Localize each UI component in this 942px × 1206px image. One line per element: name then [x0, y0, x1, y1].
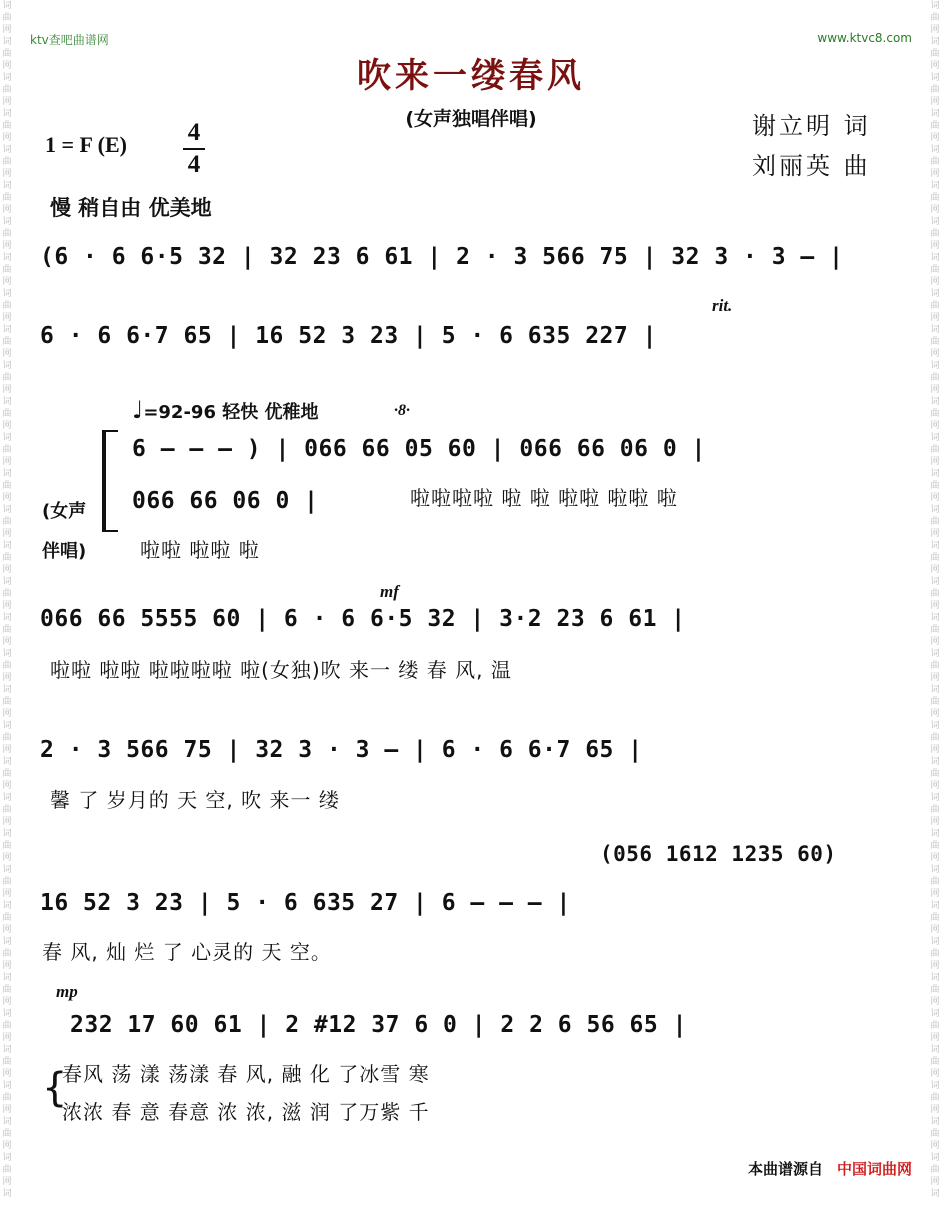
watermark-char: 网: [2, 529, 12, 539]
watermark-char: 词: [2, 397, 12, 407]
watermark-char: 词: [2, 217, 12, 227]
key-signature: 1 = F (E): [45, 132, 127, 157]
watermark-char: 网: [2, 853, 12, 863]
watermark-char: 词: [930, 253, 940, 263]
watermark-char: 曲: [930, 517, 940, 527]
song-subtitle: (女声独唱伴唱): [405, 108, 537, 130]
watermark-char: 词: [930, 361, 940, 371]
watermark-char: 曲: [2, 697, 12, 707]
watermark-char: 曲: [930, 1129, 940, 1139]
watermark-char: 曲: [930, 1165, 940, 1175]
watermark-char: 网: [2, 61, 12, 71]
voice-label-line-1: (女声: [42, 501, 87, 522]
watermark-char: 词: [930, 109, 940, 119]
watermark-char: 网: [930, 889, 940, 899]
watermark-char: 曲: [930, 661, 940, 671]
watermark-char: 曲: [930, 733, 940, 743]
watermark-char: 词: [930, 73, 940, 83]
watermark-char: 曲: [2, 877, 12, 887]
quarter-note-icon: ♩: [132, 396, 144, 424]
score-line-5: 2 · 3 566 75 | 32 3 · 3 – | 6 · 6 6·7 65 |: [40, 737, 643, 763]
watermark-char: 网: [930, 565, 940, 575]
watermark-char: 词: [930, 613, 940, 623]
lyrics-line-7-verse-1: 春风 荡 漾 荡漾 春 风, 融 化 了冰雪 寒: [62, 1062, 430, 1086]
watermark-char: 曲: [2, 769, 12, 779]
watermark-char: 曲: [2, 445, 12, 455]
watermark-char: 词: [2, 73, 12, 83]
watermark-char: 曲: [2, 1165, 12, 1175]
watermark-char: 词: [930, 1117, 940, 1127]
watermark-char: 词: [930, 145, 940, 155]
watermark-char: 网: [2, 277, 12, 287]
segno-mark: ·8·: [394, 402, 410, 419]
watermark-char: 网: [2, 961, 12, 971]
watermark-char: 网: [930, 601, 940, 611]
tempo-marking: 慢 稍自由 优美地: [50, 196, 212, 220]
watermark-char: 词: [2, 1189, 12, 1199]
watermark-char: 网: [930, 1105, 940, 1115]
voice-label: [42, 492, 86, 572]
watermark-char: 网: [930, 1033, 940, 1043]
watermark-char: 曲: [930, 769, 940, 779]
watermark-char: 网: [2, 493, 12, 503]
watermark-char: 词: [930, 181, 940, 191]
header-left-site[interactable]: ktv查吧曲谱网: [30, 33, 109, 47]
mp-dynamic: mp: [56, 982, 78, 1001]
watermark-char: 网: [930, 1141, 940, 1151]
watermark-char: 词: [930, 217, 940, 227]
lyrics-line-5: 馨 了 岁月的 天 空, 吹 来一 缕: [50, 788, 340, 812]
watermark-char: 曲: [930, 373, 940, 383]
watermark-char: 词: [2, 253, 12, 263]
watermark-char: 词: [2, 1, 12, 11]
watermark-char: 曲: [930, 1021, 940, 1031]
watermark-char: 词: [2, 685, 12, 695]
watermark-char: 曲: [2, 373, 12, 383]
watermark-char: 词: [2, 289, 12, 299]
watermark-char: 网: [930, 997, 940, 1007]
watermark-char: 词: [930, 1189, 940, 1199]
watermark-char: 曲: [2, 1057, 12, 1067]
watermark-char: 网: [2, 1141, 12, 1151]
watermark-char: 词: [930, 1153, 940, 1163]
watermark-char: 网: [930, 133, 940, 143]
watermark-char: 词: [930, 793, 940, 803]
watermark-char: 网: [930, 1069, 940, 1079]
watermark-char: 网: [2, 565, 12, 575]
header-right-site[interactable]: www.ktvc8.com: [817, 31, 912, 45]
watermark-char: 网: [930, 349, 940, 359]
score-line-2: 6 · 6 6·7 65 | 16 52 3 23 | 5 · 6 635 227 |: [40, 323, 657, 349]
watermark-char: 网: [930, 1177, 940, 1187]
watermark-char: 曲: [930, 265, 940, 275]
watermark-char: 词: [2, 649, 12, 659]
watermark-char: 曲: [2, 625, 12, 635]
watermark-char: 网: [2, 673, 12, 683]
watermark-char: 词: [2, 1081, 12, 1091]
watermark-char: 曲: [2, 121, 12, 131]
watermark-char: 词: [930, 577, 940, 587]
system-bracket: [102, 430, 118, 532]
watermark-char: 网: [930, 637, 940, 647]
watermark-char: 词: [2, 181, 12, 191]
watermark-char: 网: [930, 853, 940, 863]
watermark-char: 网: [2, 1033, 12, 1043]
watermark-char: 网: [2, 1177, 12, 1187]
watermark-char: 网: [2, 385, 12, 395]
watermark-char: 网: [930, 385, 940, 395]
watermark-char: 网: [2, 745, 12, 755]
verse-brace: {: [42, 1065, 68, 1111]
watermark-char: 词: [930, 757, 940, 767]
watermark-char: 曲: [930, 301, 940, 311]
time-signature-bottom: 4: [187, 151, 201, 178]
watermark-char: 曲: [930, 697, 940, 707]
watermark-char: 词: [930, 1081, 940, 1091]
footer-source-text: 本曲谱源自: [747, 1160, 823, 1178]
watermark-char: 曲: [930, 481, 940, 491]
watermark-char: 网: [2, 313, 12, 323]
watermark-char: 曲: [2, 733, 12, 743]
watermark-char: 网: [2, 781, 12, 791]
watermark-char: 网: [930, 925, 940, 935]
lyrics-line-7-verse-2: 浓浓 春 意 春意 浓 浓, 滋 润 了万紫 千: [62, 1100, 430, 1124]
watermark-char: 网: [930, 457, 940, 467]
watermark-char: 曲: [930, 337, 940, 347]
watermark-char: 词: [2, 793, 12, 803]
watermark-char: 网: [930, 961, 940, 971]
watermark-char: 网: [2, 601, 12, 611]
watermark-char: 网: [930, 709, 940, 719]
watermark-char: 词: [2, 1117, 12, 1127]
watermark-char: 曲: [2, 517, 12, 527]
watermark-char: 网: [930, 313, 940, 323]
watermark-char: 网: [930, 61, 940, 71]
watermark-char: 词: [930, 1045, 940, 1055]
watermark-char: 词: [2, 973, 12, 983]
watermark-char: 词: [2, 901, 12, 911]
score-line-6: 16 52 3 23 | 5 · 6 635 27 | 6 – – – |: [40, 890, 571, 916]
watermark-char: 网: [930, 745, 940, 755]
watermark-char: 词: [930, 37, 940, 47]
watermark-char: 词: [930, 685, 940, 695]
watermark-char: 曲: [930, 193, 940, 203]
watermark-char: 网: [2, 637, 12, 647]
watermark-char: 网: [2, 97, 12, 107]
watermark-char: 曲: [930, 1057, 940, 1067]
left-watermark-strip: [2, 0, 12, 1206]
accompaniment-figure: (056 1612 1235 60): [600, 842, 837, 866]
watermark-char: 词: [930, 649, 940, 659]
watermark-char: 曲: [2, 805, 12, 815]
watermark-char: 网: [2, 205, 12, 215]
watermark-char: 词: [930, 1009, 940, 1019]
watermark-char: 词: [930, 901, 940, 911]
score-line-3-upper: 6 – – – ) | 066 66 05 60 | 066 66 06 0 |: [132, 436, 706, 462]
lyrics-line-4: 啦啦 啦啦 啦啦啦啦 啦(女独)吹 来一 缕 春 风, 温: [50, 658, 512, 682]
watermark-char: 词: [930, 325, 940, 335]
watermark-char: 曲: [2, 229, 12, 239]
time-signature-top: 4: [187, 119, 201, 146]
watermark-char: 曲: [2, 1021, 12, 1031]
watermark-char: 网: [2, 457, 12, 467]
watermark-char: 曲: [930, 949, 940, 959]
watermark-char: 词: [930, 505, 940, 515]
watermark-char: 词: [930, 541, 940, 551]
watermark-char: 词: [930, 829, 940, 839]
watermark-char: 网: [2, 349, 12, 359]
watermark-char: 曲: [930, 877, 940, 887]
watermark-char: 词: [2, 937, 12, 947]
watermark-char: 词: [930, 721, 940, 731]
watermark-char: 曲: [2, 1129, 12, 1139]
tempo-change: [132, 396, 319, 424]
watermark-char: 词: [2, 361, 12, 371]
watermark-char: 曲: [930, 625, 940, 635]
watermark-char: 曲: [2, 157, 12, 167]
watermark-char: 词: [930, 469, 940, 479]
footer-site-link[interactable]: 中国词曲网: [836, 1160, 912, 1178]
watermark-char: 词: [2, 37, 12, 47]
watermark-char: 曲: [2, 1093, 12, 1103]
watermark-char: 曲: [930, 841, 940, 851]
watermark-char: 网: [2, 1069, 12, 1079]
watermark-char: 词: [2, 613, 12, 623]
watermark-char: 曲: [930, 553, 940, 563]
watermark-char: 网: [930, 97, 940, 107]
lyrics-line-3-lower: 啦啦 啦啦 啦: [140, 538, 260, 562]
watermark-char: 曲: [930, 229, 940, 239]
watermark-char: 曲: [2, 589, 12, 599]
watermark-char: 词: [2, 469, 12, 479]
watermark-char: 词: [2, 433, 12, 443]
watermark-char: 网: [930, 673, 940, 683]
watermark-char: 曲: [2, 985, 12, 995]
watermark-char: 词: [2, 325, 12, 335]
watermark-char: 曲: [2, 553, 12, 563]
watermark-char: 网: [930, 781, 940, 791]
right-watermark-strip: [930, 0, 940, 1206]
watermark-char: 词: [2, 1153, 12, 1163]
watermark-char: 词: [930, 865, 940, 875]
rit-mark: rit.: [712, 296, 733, 315]
watermark-char: 网: [2, 997, 12, 1007]
watermark-char: 曲: [930, 49, 940, 59]
watermark-char: 曲: [930, 85, 940, 95]
watermark-char: 曲: [930, 913, 940, 923]
watermark-char: 网: [2, 1105, 12, 1115]
watermark-char: 网: [2, 169, 12, 179]
watermark-char: 网: [930, 169, 940, 179]
watermark-char: 网: [2, 709, 12, 719]
watermark-char: 词: [930, 937, 940, 947]
watermark-char: 词: [930, 1, 940, 11]
tempo-change-text: =92-96 轻快 优稚地: [143, 402, 319, 423]
watermark-char: 网: [930, 25, 940, 35]
watermark-char: 曲: [2, 481, 12, 491]
watermark-char: 曲: [2, 337, 12, 347]
watermark-char: 网: [2, 25, 12, 35]
watermark-char: 词: [2, 1009, 12, 1019]
watermark-char: 词: [2, 829, 12, 839]
watermark-char: 曲: [930, 985, 940, 995]
watermark-char: 曲: [930, 121, 940, 131]
mf-dynamic: mf: [380, 582, 399, 601]
watermark-char: 网: [2, 889, 12, 899]
watermark-char: 曲: [2, 85, 12, 95]
watermark-char: 网: [930, 277, 940, 287]
watermark-char: 曲: [930, 1093, 940, 1103]
score-line-3-lower: 066 66 06 0 |: [132, 488, 319, 514]
voice-label-line-2: 伴唱): [42, 541, 87, 562]
watermark-char: 词: [2, 721, 12, 731]
watermark-char: 网: [930, 493, 940, 503]
watermark-char: 曲: [2, 49, 12, 59]
watermark-char: 网: [2, 817, 12, 827]
watermark-char: 曲: [2, 913, 12, 923]
watermark-char: 词: [2, 577, 12, 587]
watermark-char: 网: [930, 421, 940, 431]
lyricist-credit: 谢立明 词: [752, 112, 871, 140]
watermark-char: 词: [2, 1045, 12, 1055]
watermark-char: 词: [930, 289, 940, 299]
watermark-char: 网: [2, 421, 12, 431]
composer-credit: 刘丽英 曲: [752, 152, 871, 180]
watermark-char: 曲: [2, 661, 12, 671]
watermark-char: 曲: [930, 157, 940, 167]
watermark-char: 网: [930, 241, 940, 251]
watermark-char: 曲: [2, 409, 12, 419]
watermark-char: 曲: [930, 589, 940, 599]
watermark-char: 曲: [2, 841, 12, 851]
watermark-char: 词: [2, 505, 12, 515]
watermark-char: 词: [2, 109, 12, 119]
watermark-char: 词: [930, 433, 940, 443]
watermark-char: 曲: [2, 265, 12, 275]
score-line-4: 066 66 5555 60 | 6 · 6 6·5 32 | 3·2 23 6 61 |: [40, 606, 686, 632]
watermark-char: 词: [2, 865, 12, 875]
song-title: 吹来一缕春风: [357, 56, 585, 96]
watermark-char: 曲: [930, 409, 940, 419]
watermark-char: 词: [2, 757, 12, 767]
score-line-7: 232 17 60 61 | 2 #12 37 6 0 | 2 2 6 56 65 |: [70, 1012, 687, 1038]
watermark-char: 曲: [930, 805, 940, 815]
watermark-char: 网: [2, 241, 12, 251]
watermark-char: 网: [2, 133, 12, 143]
time-signature: [180, 118, 208, 180]
watermark-char: 曲: [2, 193, 12, 203]
watermark-char: 词: [930, 973, 940, 983]
watermark-char: 网: [930, 205, 940, 215]
lyrics-line-6: 春 风, 灿 烂 了 心灵的 天 空。: [42, 940, 332, 964]
score-line-1: (6 · 6 6·5 32 | 32 23 6 61 | 2 · 3 566 75 | 32 3 · 3 – |: [40, 244, 844, 270]
lyrics-line-3-upper: 啦啦啦啦 啦 啦 啦啦 啦啦 啦: [410, 486, 678, 510]
watermark-char: 曲: [930, 445, 940, 455]
watermark-char: 词: [2, 145, 12, 155]
watermark-char: 网: [930, 529, 940, 539]
watermark-char: 网: [930, 817, 940, 827]
watermark-char: 曲: [930, 13, 940, 23]
watermark-char: 曲: [2, 949, 12, 959]
watermark-char: 词: [930, 397, 940, 407]
footer-source: [748, 1158, 912, 1179]
watermark-char: 曲: [2, 301, 12, 311]
watermark-char: 网: [2, 925, 12, 935]
watermark-char: 曲: [2, 13, 12, 23]
watermark-char: 词: [2, 541, 12, 551]
